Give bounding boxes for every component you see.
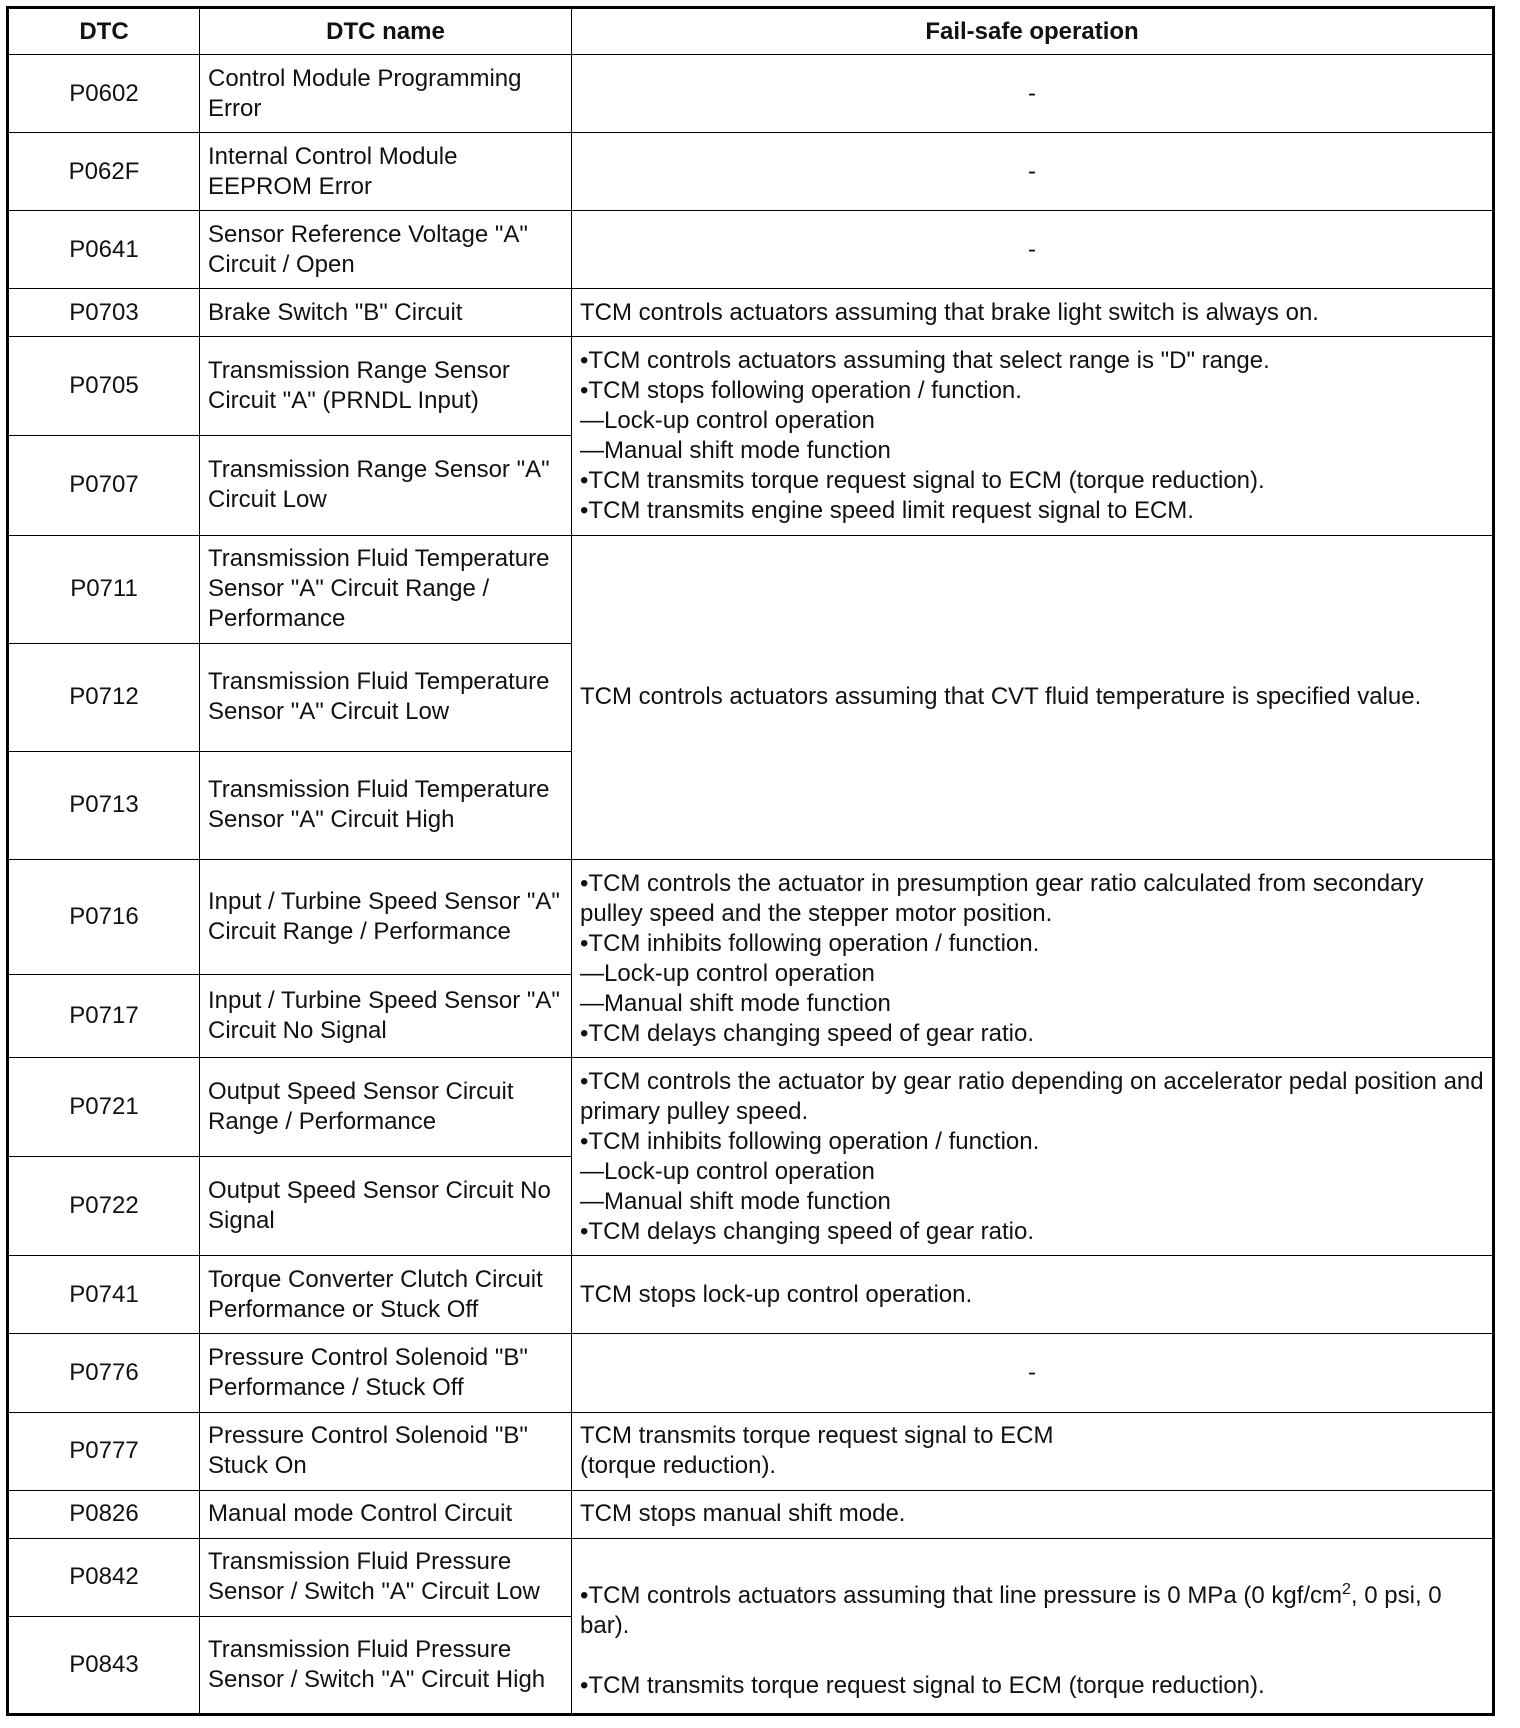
dtc-name: Transmission Fluid Temperature Sensor "A" Circuit Low (200, 643, 572, 751)
header-dtc: DTC (8, 8, 200, 55)
table-row (8, 1538, 1494, 1616)
dtc-code: P0705 (8, 337, 200, 436)
dtc-code: P0741 (8, 1256, 200, 1334)
table-row (8, 1256, 1494, 1334)
superscript-2: 2 (1342, 1580, 1351, 1598)
line-pressure-text-end: , 0 psi, 0 bar). (580, 1581, 1442, 1639)
dtc-name: Transmission Fluid Temperature Sensor "A" Circuit Range / Performance (200, 535, 572, 643)
dtc-code: P0707 (8, 436, 200, 535)
dtc-code: P0641 (8, 211, 200, 289)
dtc-code: P0842 (8, 1538, 200, 1616)
dtc-code: P0776 (8, 1334, 200, 1412)
fail-safe-operation: - (572, 133, 1494, 211)
dtc-name: Output Speed Sensor Circuit No Signal (200, 1157, 572, 1256)
dtc-name: Brake Switch "B" Circuit (200, 289, 572, 337)
dtc-code: P0703 (8, 289, 200, 337)
fail-safe-operation: - (572, 55, 1494, 133)
table-row (8, 535, 1494, 643)
fail-safe-operation: •TCM controls the actuator by gear ratio depending on accelerator pedal position and primary pulley speed. •TCM inhibits following operation / function. —Lock-up control operation —Manual shift mode function •TCM delays changing speed of gear ratio. (572, 1058, 1494, 1256)
dtc-name: Transmission Fluid Temperature Sensor "A" Circuit High (200, 751, 572, 859)
dtc-name: Transmission Range Sensor Circuit "A" (PRNDL Input) (200, 337, 572, 436)
dtc-name: Torque Converter Clutch Circuit Performance or Stuck Off (200, 1256, 572, 1334)
table-row (8, 133, 1494, 211)
fail-safe-operation (572, 1538, 1494, 1714)
dtc-name: Output Speed Sensor Circuit Range / Performance (200, 1058, 572, 1157)
dtc-name: Control Module Programming Error (200, 55, 572, 133)
fail-safe-operation: - (572, 211, 1494, 289)
dtc-fail-safe-table (6, 6, 1495, 1716)
dtc-name: Input / Turbine Speed Sensor "A" Circuit Range / Performance (200, 859, 572, 974)
dtc-code: P062F (8, 133, 200, 211)
dtc-name: Transmission Range Sensor "A" Circuit Low (200, 436, 572, 535)
header-fail-safe-operation: Fail-safe operation (572, 8, 1494, 55)
fail-safe-operation: TCM controls actuators assuming that brake light switch is always on. (572, 289, 1494, 337)
dtc-code: P0712 (8, 643, 200, 751)
dtc-code: P0717 (8, 975, 200, 1058)
table-row (8, 1412, 1494, 1490)
fail-safe-operation: •TCM controls actuators assuming that select range is "D" range. •TCM stops following operation / function. —Lock-up control operation —Manual shift mode function •TCM transmits torque request signal to ECM (torque reduction). •TCM transmits engine speed limit request signal to ECM. (572, 337, 1494, 535)
table-row (8, 1334, 1494, 1412)
header-dtc-name: DTC name (200, 8, 572, 55)
table-row (8, 859, 1494, 974)
dtc-code: P0711 (8, 535, 200, 643)
table-row (8, 55, 1494, 133)
dtc-code: P0602 (8, 55, 200, 133)
dtc-name: Pressure Control Solenoid "B" Performance / Stuck Off (200, 1334, 572, 1412)
header-row (8, 8, 1494, 55)
fail-safe-operation: TCM stops lock-up control operation. (572, 1256, 1494, 1334)
table-row (8, 211, 1494, 289)
dtc-name: Sensor Reference Voltage "A" Circuit / Open (200, 211, 572, 289)
dtc-name: Transmission Fluid Pressure Sensor / Switch "A" Circuit High (200, 1616, 572, 1714)
table-row (8, 337, 1494, 436)
torque-request-text: •TCM transmits torque request signal to ECM (torque reduction). (580, 1671, 1265, 1699)
fail-safe-operation: TCM controls actuators assuming that CVT fluid temperature is specified value. (572, 535, 1494, 859)
line-pressure-text: •TCM controls actuators assuming that line pressure is 0 MPa (0 kgf/cm (580, 1581, 1343, 1609)
dtc-code: P0713 (8, 751, 200, 859)
dtc-name: Pressure Control Solenoid "B" Stuck On (200, 1412, 572, 1490)
dtc-name: Input / Turbine Speed Sensor "A" Circuit No Signal (200, 975, 572, 1058)
dtc-name: Manual mode Control Circuit (200, 1490, 572, 1538)
dtc-name: Internal Control Module EEPROM Error (200, 133, 572, 211)
dtc-code: P0716 (8, 859, 200, 974)
table-row (8, 1490, 1494, 1538)
dtc-name: Transmission Fluid Pressure Sensor / Switch "A" Circuit Low (200, 1538, 572, 1616)
table-row (8, 289, 1494, 337)
table-row (8, 1058, 1494, 1157)
fail-safe-operation: •TCM controls the actuator in presumption gear ratio calculated from secondary pulley speed and the stepper motor position. •TCM inhibits following operation / function. —Lock-up control operation —Manual shift mode function •TCM delays changing speed of gear ratio. (572, 859, 1494, 1057)
dtc-code: P0777 (8, 1412, 200, 1490)
fail-safe-operation: - (572, 1334, 1494, 1412)
fail-safe-operation: TCM stops manual shift mode. (572, 1490, 1494, 1538)
dtc-code: P0721 (8, 1058, 200, 1157)
fail-safe-operation: TCM transmits torque request signal to ECM (torque reduction). (572, 1412, 1494, 1490)
dtc-code: P0843 (8, 1616, 200, 1714)
dtc-code: P0826 (8, 1490, 200, 1538)
dtc-code: P0722 (8, 1157, 200, 1256)
